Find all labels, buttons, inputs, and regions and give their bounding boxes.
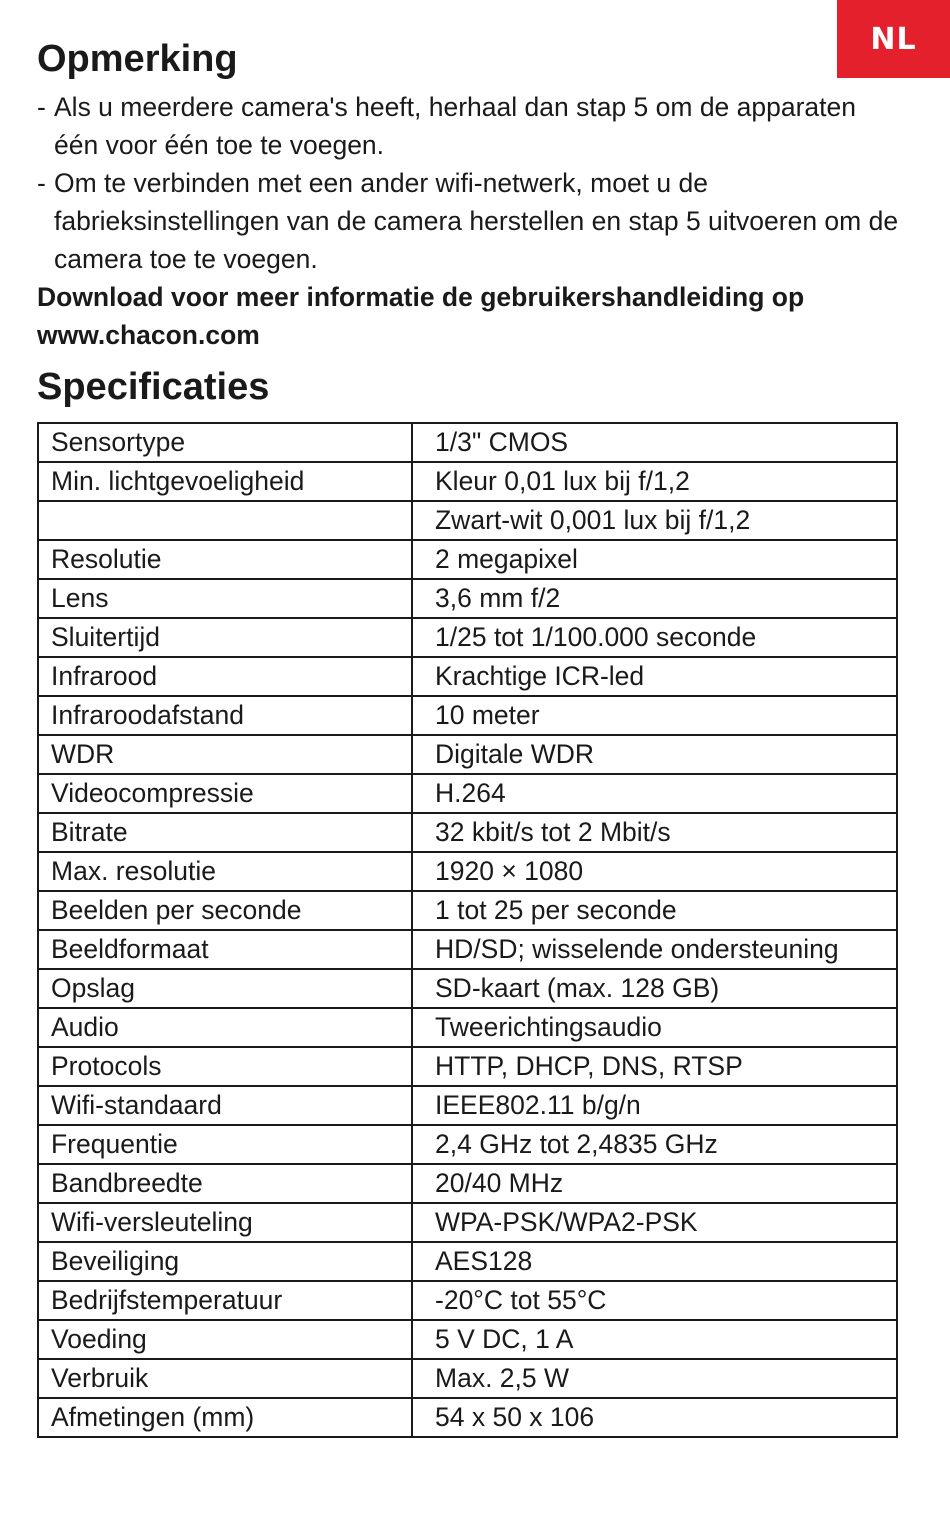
spec-label: Lens [38,579,412,618]
specs-table [37,422,898,1438]
spec-label: Protocols [38,1047,412,1086]
spec-value: Max. 2,5 W [412,1359,897,1398]
spec-label: Wifi-standaard [38,1086,412,1125]
table-row [38,1008,897,1047]
spec-label: Frequentie [38,1125,412,1164]
page-content [37,36,907,1438]
spec-value: H.264 [412,774,897,813]
spec-label: Resolutie [38,540,412,579]
table-row [38,813,897,852]
table-row [38,1125,897,1164]
spec-label: Beveiliging [38,1242,412,1281]
spec-value: HD/SD; wisselende ondersteuning [412,930,897,969]
note-item: - Als u meerdere camera's heeft, herhaal dan stap 5 om de apparaten één voor één toe te voegen. [37,88,907,164]
table-row [38,1203,897,1242]
spec-label [38,501,412,540]
table-row [38,1320,897,1359]
spec-value: Kleur 0,01 lux bij f/1,2 [412,462,897,501]
spec-value: 1/25 tot 1/100.000 seconde [412,618,897,657]
note-title: Opmerking [37,38,238,80]
spec-label: Min. lichtgevoeligheid [38,462,412,501]
table-row [38,462,897,501]
spec-value: 1 tot 25 per seconde [412,891,897,930]
spec-label: Wifi-versleuteling [38,1203,412,1242]
spec-value: 5 V DC, 1 A [412,1320,897,1359]
spec-value: 2 megapixel [412,540,897,579]
table-row [38,774,897,813]
table-row [38,696,897,735]
spec-label: Sluitertijd [38,618,412,657]
spec-value: SD-kaart (max. 128 GB) [412,969,897,1008]
specs-title: Specificaties [37,366,270,408]
specs-table-body [38,423,897,1437]
spec-label: Audio [38,1008,412,1047]
spec-value: Digitale WDR [412,735,897,774]
download-notice: Download voor meer informatie de gebruikershandleiding op www.chacon.com [37,282,805,350]
spec-value: HTTP, DHCP, DNS, RTSP [412,1047,897,1086]
table-row [38,1086,897,1125]
spec-label: Opslag [38,969,412,1008]
spec-label: Verbruik [38,1359,412,1398]
spec-label: Beelden per seconde [38,891,412,930]
spec-label: Max. resolutie [38,852,412,891]
table-row [38,540,897,579]
spec-label: Videocompressie [38,774,412,813]
spec-label: Voeding [38,1320,412,1359]
table-row [38,1242,897,1281]
table-row [38,1047,897,1086]
spec-label: Sensortype [38,423,412,462]
table-row [38,852,897,891]
spec-value: AES128 [412,1242,897,1281]
note-item: - Om te verbinden met een ander wifi-netwerk, moet u de fabrieksinstellingen van de camera herstellen en stap 5 uitvoeren om de camera toe te voegen. [37,164,907,278]
table-row [38,735,897,774]
spec-value: 1920 × 1080 [412,852,897,891]
spec-value: 54 x 50 x 106 [412,1398,897,1437]
table-row [38,930,897,969]
spec-value: -20°C tot 55°C [412,1281,897,1320]
table-row [38,501,897,540]
spec-label: Infrarood [38,657,412,696]
spec-value: 20/40 MHz [412,1164,897,1203]
spec-label: Infraroodafstand [38,696,412,735]
table-row [38,618,897,657]
spec-value: Tweerichtingsaudio [412,1008,897,1047]
table-row [38,1359,897,1398]
spec-value: Zwart-wit 0,001 lux bij f/1,2 [412,501,897,540]
language-tab: NL [837,0,950,78]
spec-label: Bedrijfstemperatuur [38,1281,412,1320]
spec-label: WDR [38,735,412,774]
spec-label: Beeldformaat [38,930,412,969]
table-row [38,1281,897,1320]
spec-value: Krachtige ICR-led [412,657,897,696]
spec-label: Bandbreedte [38,1164,412,1203]
spec-value: 32 kbit/s tot 2 Mbit/s [412,813,897,852]
table-row [38,579,897,618]
spec-value: 3,6 mm f/2 [412,579,897,618]
spec-value: IEEE802.11 b/g/n [412,1086,897,1125]
table-row [38,423,897,462]
note-list [37,88,907,278]
spec-value: 10 meter [412,696,897,735]
spec-value: 2,4 GHz tot 2,4835 GHz [412,1125,897,1164]
table-row [38,969,897,1008]
spec-label: Afmetingen (mm) [38,1398,412,1437]
table-row [38,1164,897,1203]
table-row [38,657,897,696]
spec-label: Bitrate [38,813,412,852]
spec-value: WPA-PSK/WPA2-PSK [412,1203,897,1242]
spec-value: 1/3" CMOS [412,423,897,462]
table-row [38,1398,897,1437]
table-row [38,891,897,930]
